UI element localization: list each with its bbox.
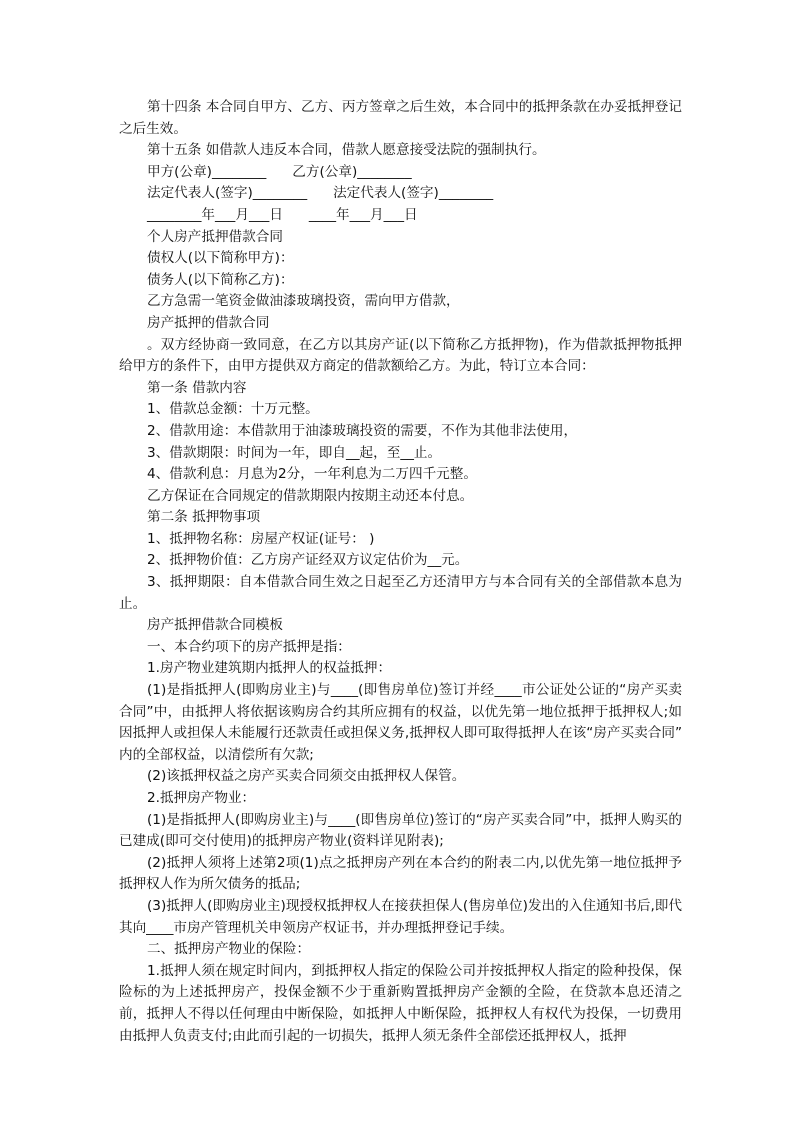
paragraph: 个人房产抵押借款合同 <box>147 228 283 245</box>
paragraph: 第十四条 本合同自甲方、乙方、丙方签章之后生效，本合同中的抵押条款在办妥抵押登记之后生效。 <box>119 99 682 137</box>
paragraph: 2、抵押物价值：乙方房产证经双方议定估价为__元。 <box>147 552 469 569</box>
paragraph: 房产抵押的借款合同 <box>147 314 270 331</box>
paragraph: (3)抵押人(即购房业主)现授权抵押权人在接获担保人(售房单位)发出的入住通知书后,即代其向____市房产管理机关申领房产权证书，并办理抵押登记手续。 <box>119 897 682 936</box>
paragraph: 房产抵押借款合同模板 <box>147 617 283 634</box>
paragraph: (2)抵押人须将上述第2项(1)点之抵押房产列在本合约的附表二内,以优先第一地位抵押予抵押权人作为所欠债务的抵品; <box>119 854 682 893</box>
paragraph: 1、借款总金额：十万元整。 <box>147 401 319 418</box>
paragraph: ________年___月___日 ____年___月___日 <box>147 206 418 223</box>
paragraph: (1)是指抵押人(即购房业主)与____(即售房单位)签订的“房产买卖合同”中，抵押人购买的已建成(即可交付使用)的抵押房产物业(资料详见附表); <box>119 811 682 850</box>
paragraph: 二、抵押房产物业的保险： <box>147 941 311 958</box>
paragraph: 法定代表人(签字)________ 法定代表人(签字)________ <box>147 185 494 202</box>
paragraph: 债权人(以下简称甲方)： <box>147 250 294 267</box>
paragraph: 第一条 借款内容 <box>147 379 247 396</box>
paragraph: (1)是指抵押人(即购房业主)与____(即售房单位)签订并经____市公证处公证的“房产买卖合同”中，由抵押人将依据该购房合约其所应拥有的权益，以优先第一地位抵押于抵押权人;如因抵押人或担保人未能履行还款责任或担保义务,抵押权人即可取得抵押人在该“房产买卖合同” 内的全部权益，以清偿所有欠款; <box>119 682 687 763</box>
paragraph: 第十五条 如借款人违反本合同，借款人愿意接受法院的强制执行。 <box>147 142 546 159</box>
paragraph: 1.抵押人须在规定时间内，到抵押权人指定的保险公司并按抵押权人指定的险种投保，保险标的为上述抵押房产，投保金额不少于重新购置抵押房产金额的全险，在贷款本息还清之前，抵押人不得以任何理由中断保险，如抵押人中断保险，抵押权人有权代为投保，一切费用由抵押人负责支付;由此而引起的一切损失，抵押人须无条件全部偿还抵押权人，抵押 <box>119 962 682 1044</box>
paragraph: 乙方急需一笔资金做油漆玻璃投资，需向甲方借款， <box>147 293 460 310</box>
paragraph: 2.抵押房产物业： <box>147 790 256 806</box>
paragraph: 。双方经协商一致同意，在乙方以其房产证(以下简称乙方抵押物)，作为借款抵押物抵押给甲方的条件下，由甲方提供双方商定的借款额给乙方。为此，特订立本合同： <box>119 336 682 375</box>
paragraph: (2)该抵押权益之房产买卖合同须交由抵押权人保管。 <box>147 768 466 785</box>
paragraph: 3、借款期限：时间为一年，即自__起，至__止。 <box>147 444 442 461</box>
paragraph: 4、借款利息：月息为2分，一年利息为二万四千元整。 <box>147 466 477 483</box>
paragraph: 一、本合约项下的房产抵押是指： <box>147 638 351 655</box>
paragraph: 甲方(公章)________ 乙方(公章)________ <box>147 163 412 180</box>
paragraph: 1、抵押物名称：房屋产权证(证号： ) <box>147 530 375 547</box>
paragraph: 2、借款用途：本借款用于油漆玻璃投资的需要，不作为其他非法使用， <box>147 422 578 439</box>
document-body <box>119 97 687 1047</box>
paragraph: 债务人(以下简称乙方)： <box>147 271 294 288</box>
paragraph: 1.房产物业建筑期内抵押人的权益抵押： <box>147 660 392 677</box>
paragraph: 3、抵押期限：自本借款合同生效之日起至乙方还清甲方与本合同有关的全部借款本息为止。 <box>119 574 682 612</box>
paragraph: 第二条 抵押物事项 <box>147 509 261 526</box>
paragraph: 乙方保证在合同规定的借款期限内按期主动还本付息。 <box>147 487 474 504</box>
